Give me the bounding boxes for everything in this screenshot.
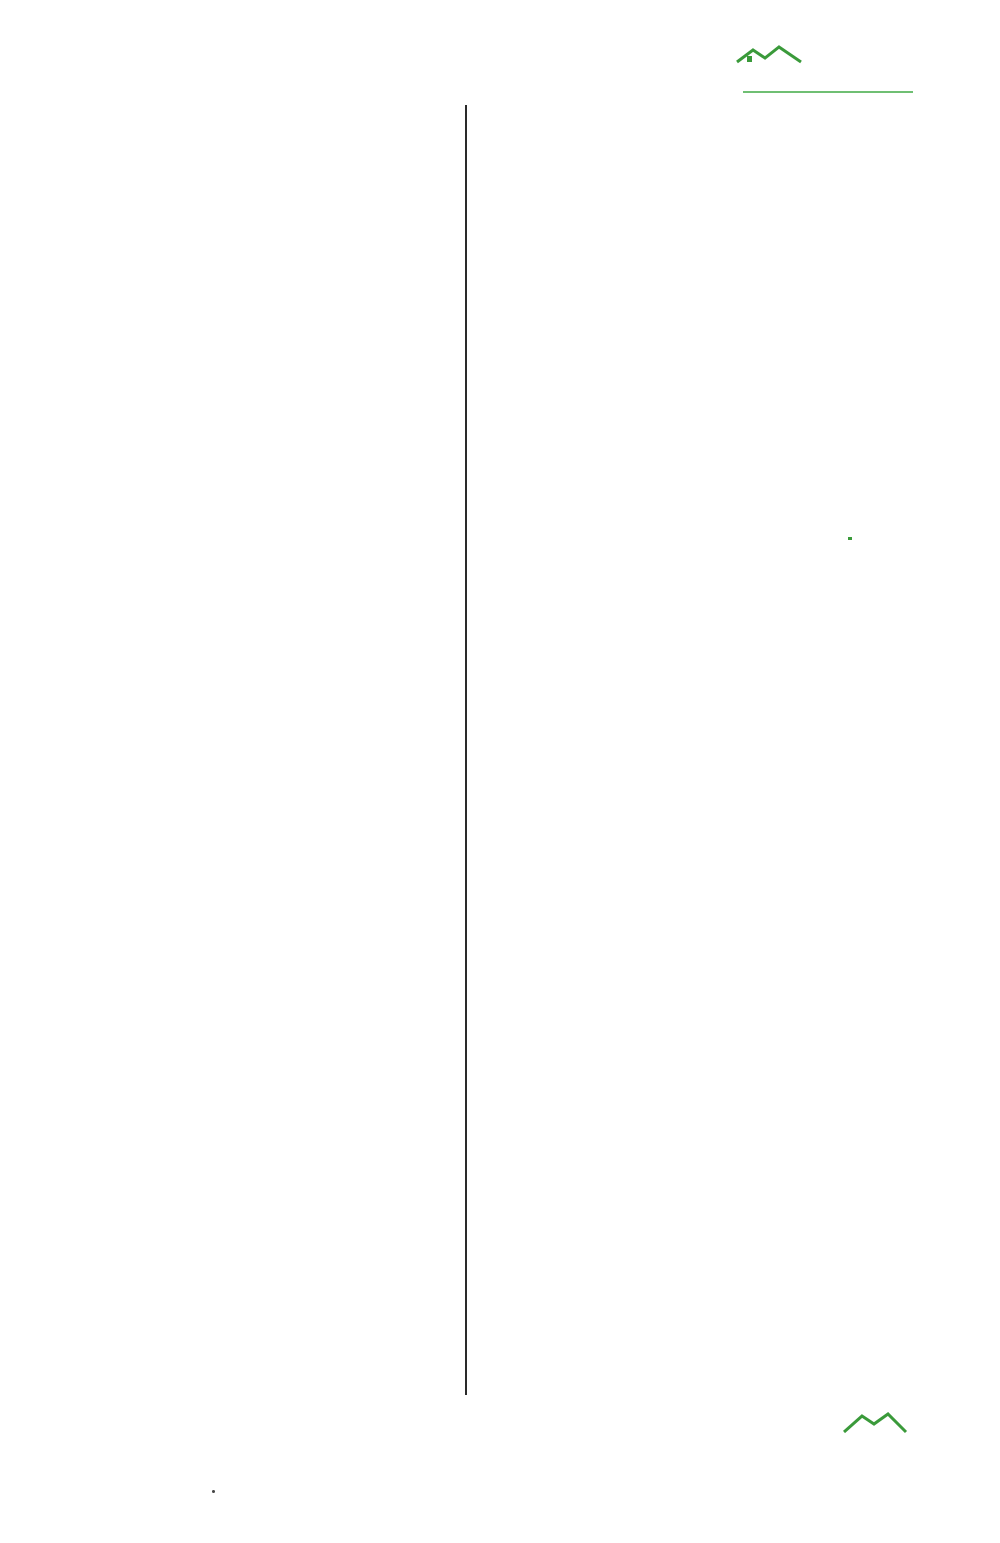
column-divider [465,105,467,1395]
house-roof-icon [840,1410,910,1436]
page-header [735,44,915,94]
page-footer [840,1410,920,1460]
ink-dot [848,537,852,540]
header-underline [743,91,913,93]
house-roof-icon [735,44,805,66]
ink-dot [212,1490,215,1493]
